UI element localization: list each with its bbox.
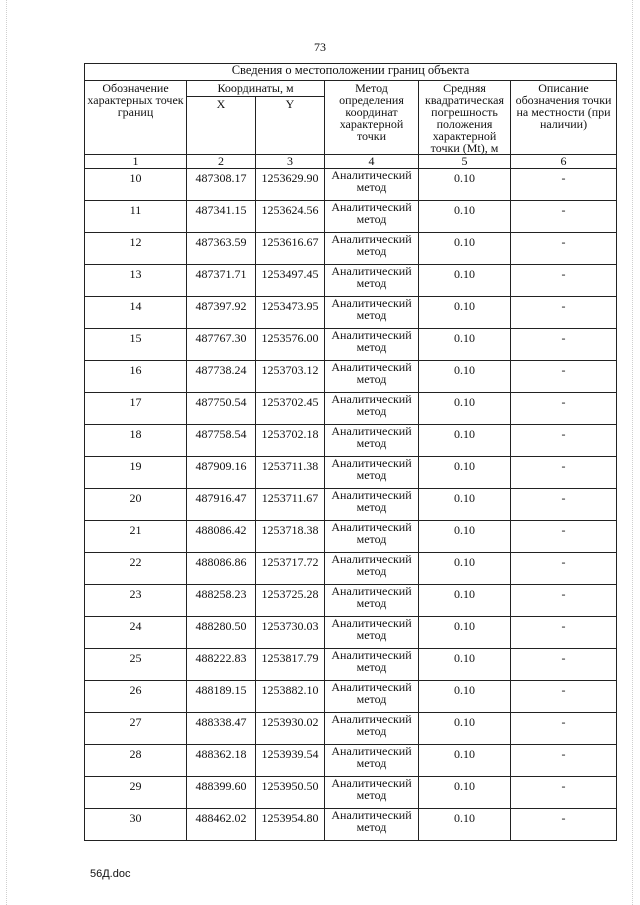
table-row (85, 617, 617, 649)
x-coordinate-cell: 487750.54 (187, 393, 256, 425)
x-coordinate-cell: 488399.60 (187, 777, 256, 809)
y-coordinate-cell: 1253939.54 (256, 745, 325, 777)
method-cell: Аналитический метод (325, 361, 419, 393)
method-cell: Аналитический метод (325, 681, 419, 713)
boundary-points-table (84, 63, 617, 841)
accuracy-cell: 0.10 (419, 297, 511, 329)
accuracy-cell: 0.10 (419, 361, 511, 393)
y-coordinate-cell: 1253497.45 (256, 265, 325, 297)
accuracy-cell: 0.10 (419, 521, 511, 553)
description-cell: - (511, 649, 617, 681)
column-number: 6 (511, 155, 617, 169)
table-row (85, 745, 617, 777)
point-number-cell: 23 (85, 585, 187, 617)
description-cell: - (511, 553, 617, 585)
description-cell: - (511, 489, 617, 521)
table-row (85, 777, 617, 809)
point-number-cell: 14 (85, 297, 187, 329)
footer-filename: 56Д.doc (90, 868, 131, 880)
x-coordinate-cell: 488086.86 (187, 553, 256, 585)
y-coordinate-cell: 1253703.12 (256, 361, 325, 393)
description-cell: - (511, 425, 617, 457)
y-coordinate-cell: 1253882.10 (256, 681, 325, 713)
point-number-cell: 25 (85, 649, 187, 681)
table-row (85, 713, 617, 745)
point-number-cell: 17 (85, 393, 187, 425)
y-coordinate-cell: 1253718.38 (256, 521, 325, 553)
column-number: 5 (419, 155, 511, 169)
accuracy-cell: 0.10 (419, 489, 511, 521)
description-cell: - (511, 745, 617, 777)
point-number-cell: 28 (85, 745, 187, 777)
y-coordinate-cell: 1253717.72 (256, 553, 325, 585)
table-row (85, 489, 617, 521)
point-number-cell: 29 (85, 777, 187, 809)
x-coordinate-cell: 487916.47 (187, 489, 256, 521)
x-coordinate-cell: 488086.42 (187, 521, 256, 553)
x-coordinate-cell: 487909.16 (187, 457, 256, 489)
header-accuracy: Средняя квадратическая погрешность положения характерной точки (Mt), м (419, 81, 511, 155)
method-cell: Аналитический метод (325, 233, 419, 265)
accuracy-cell: 0.10 (419, 745, 511, 777)
accuracy-cell: 0.10 (419, 201, 511, 233)
description-cell: - (511, 457, 617, 489)
method-cell: Аналитический метод (325, 649, 419, 681)
point-number-cell: 26 (85, 681, 187, 713)
table-body (85, 64, 617, 841)
accuracy-cell: 0.10 (419, 681, 511, 713)
accuracy-cell: 0.10 (419, 553, 511, 585)
accuracy-cell: 0.10 (419, 233, 511, 265)
y-coordinate-cell: 1253629.90 (256, 169, 325, 201)
accuracy-cell: 0.10 (419, 585, 511, 617)
accuracy-cell: 0.10 (419, 169, 511, 201)
method-cell: Аналитический метод (325, 425, 419, 457)
x-coordinate-cell: 487767.30 (187, 329, 256, 361)
point-number-cell: 20 (85, 489, 187, 521)
description-cell: - (511, 169, 617, 201)
x-coordinate-cell: 487758.54 (187, 425, 256, 457)
column-number: 3 (256, 155, 325, 169)
table-row (85, 553, 617, 585)
table-row (85, 649, 617, 681)
point-number-cell: 10 (85, 169, 187, 201)
x-coordinate-cell: 487371.71 (187, 265, 256, 297)
method-cell: Аналитический метод (325, 393, 419, 425)
column-numbers-row (85, 155, 617, 169)
table-row (85, 329, 617, 361)
table-row (85, 425, 617, 457)
accuracy-cell: 0.10 (419, 617, 511, 649)
x-coordinate-cell: 488280.50 (187, 617, 256, 649)
description-cell: - (511, 361, 617, 393)
table-row (85, 521, 617, 553)
y-coordinate-cell: 1253473.95 (256, 297, 325, 329)
accuracy-cell: 0.10 (419, 649, 511, 681)
y-coordinate-cell: 1253702.45 (256, 393, 325, 425)
scan-edge-right (632, 0, 634, 905)
point-number-cell: 15 (85, 329, 187, 361)
description-cell: - (511, 201, 617, 233)
point-number-cell: 22 (85, 553, 187, 585)
table-row (85, 681, 617, 713)
x-coordinate-cell: 487341.15 (187, 201, 256, 233)
method-cell: Аналитический метод (325, 777, 419, 809)
header-y: Y (256, 97, 325, 155)
y-coordinate-cell: 1253711.38 (256, 457, 325, 489)
method-cell: Аналитический метод (325, 489, 419, 521)
accuracy-cell: 0.10 (419, 425, 511, 457)
point-number-cell: 11 (85, 201, 187, 233)
y-coordinate-cell: 1253817.79 (256, 649, 325, 681)
page-number: 73 (314, 40, 326, 54)
column-number: 4 (325, 155, 419, 169)
description-cell: - (511, 777, 617, 809)
description-cell: - (511, 393, 617, 425)
description-cell: - (511, 521, 617, 553)
table-row (85, 297, 617, 329)
y-coordinate-cell: 1253576.00 (256, 329, 325, 361)
y-coordinate-cell: 1253954.80 (256, 809, 325, 841)
method-cell: Аналитический метод (325, 553, 419, 585)
table-row (85, 201, 617, 233)
accuracy-cell: 0.10 (419, 777, 511, 809)
point-number-cell: 21 (85, 521, 187, 553)
description-cell: - (511, 585, 617, 617)
method-cell: Аналитический метод (325, 329, 419, 361)
point-number-cell: 12 (85, 233, 187, 265)
method-cell: Аналитический метод (325, 809, 419, 841)
method-cell: Аналитический метод (325, 585, 419, 617)
y-coordinate-cell: 1253725.28 (256, 585, 325, 617)
y-coordinate-cell: 1253624.56 (256, 201, 325, 233)
method-cell: Аналитический метод (325, 297, 419, 329)
point-number-cell: 27 (85, 713, 187, 745)
point-number-cell: 19 (85, 457, 187, 489)
x-coordinate-cell: 488338.47 (187, 713, 256, 745)
table-row (85, 393, 617, 425)
header-x: X (187, 97, 256, 155)
header-point: Обозначение характерных точек границ (85, 81, 187, 155)
description-cell: - (511, 233, 617, 265)
description-cell: - (511, 617, 617, 649)
x-coordinate-cell: 488258.23 (187, 585, 256, 617)
description-cell: - (511, 713, 617, 745)
point-number-cell: 18 (85, 425, 187, 457)
header-row (85, 81, 617, 97)
table-row (85, 585, 617, 617)
accuracy-cell: 0.10 (419, 713, 511, 745)
method-cell: Аналитический метод (325, 745, 419, 777)
y-coordinate-cell: 1253730.03 (256, 617, 325, 649)
table-caption: Сведения о местоположении границ объекта (85, 64, 617, 81)
description-cell: - (511, 329, 617, 361)
point-number-cell: 13 (85, 265, 187, 297)
y-coordinate-cell: 1253616.67 (256, 233, 325, 265)
y-coordinate-cell: 1253702.18 (256, 425, 325, 457)
method-cell: Аналитический метод (325, 169, 419, 201)
column-number: 2 (187, 155, 256, 169)
y-coordinate-cell: 1253950.50 (256, 777, 325, 809)
point-number-cell: 16 (85, 361, 187, 393)
x-coordinate-cell: 487363.59 (187, 233, 256, 265)
header-coords: Координаты, м (187, 81, 325, 97)
x-coordinate-cell: 487738.24 (187, 361, 256, 393)
x-coordinate-cell: 488462.02 (187, 809, 256, 841)
method-cell: Аналитический метод (325, 521, 419, 553)
accuracy-cell: 0.10 (419, 393, 511, 425)
description-cell: - (511, 297, 617, 329)
x-coordinate-cell: 487397.92 (187, 297, 256, 329)
x-coordinate-cell: 488189.15 (187, 681, 256, 713)
description-cell: - (511, 809, 617, 841)
header-description: Описание обозначения точки на местности (при наличии) (511, 81, 617, 155)
table-row (85, 169, 617, 201)
x-coordinate-cell: 488222.83 (187, 649, 256, 681)
scan-edge-left (6, 0, 8, 905)
accuracy-cell: 0.10 (419, 329, 511, 361)
table-row (85, 265, 617, 297)
point-number-cell: 30 (85, 809, 187, 841)
table-row (85, 457, 617, 489)
accuracy-cell: 0.10 (419, 809, 511, 841)
method-cell: Аналитический метод (325, 265, 419, 297)
description-cell: - (511, 681, 617, 713)
table-row (85, 361, 617, 393)
y-coordinate-cell: 1253711.67 (256, 489, 325, 521)
x-coordinate-cell: 488362.18 (187, 745, 256, 777)
method-cell: Аналитический метод (325, 617, 419, 649)
caption-row (85, 64, 617, 81)
accuracy-cell: 0.10 (419, 457, 511, 489)
table-row (85, 233, 617, 265)
x-coordinate-cell: 487308.17 (187, 169, 256, 201)
table-row (85, 809, 617, 841)
description-cell: - (511, 265, 617, 297)
column-number: 1 (85, 155, 187, 169)
header-method: Метод определения координат характерной точки (325, 81, 419, 155)
point-number-cell: 24 (85, 617, 187, 649)
method-cell: Аналитический метод (325, 201, 419, 233)
y-coordinate-cell: 1253930.02 (256, 713, 325, 745)
accuracy-cell: 0.10 (419, 265, 511, 297)
method-cell: Аналитический метод (325, 713, 419, 745)
method-cell: Аналитический метод (325, 457, 419, 489)
